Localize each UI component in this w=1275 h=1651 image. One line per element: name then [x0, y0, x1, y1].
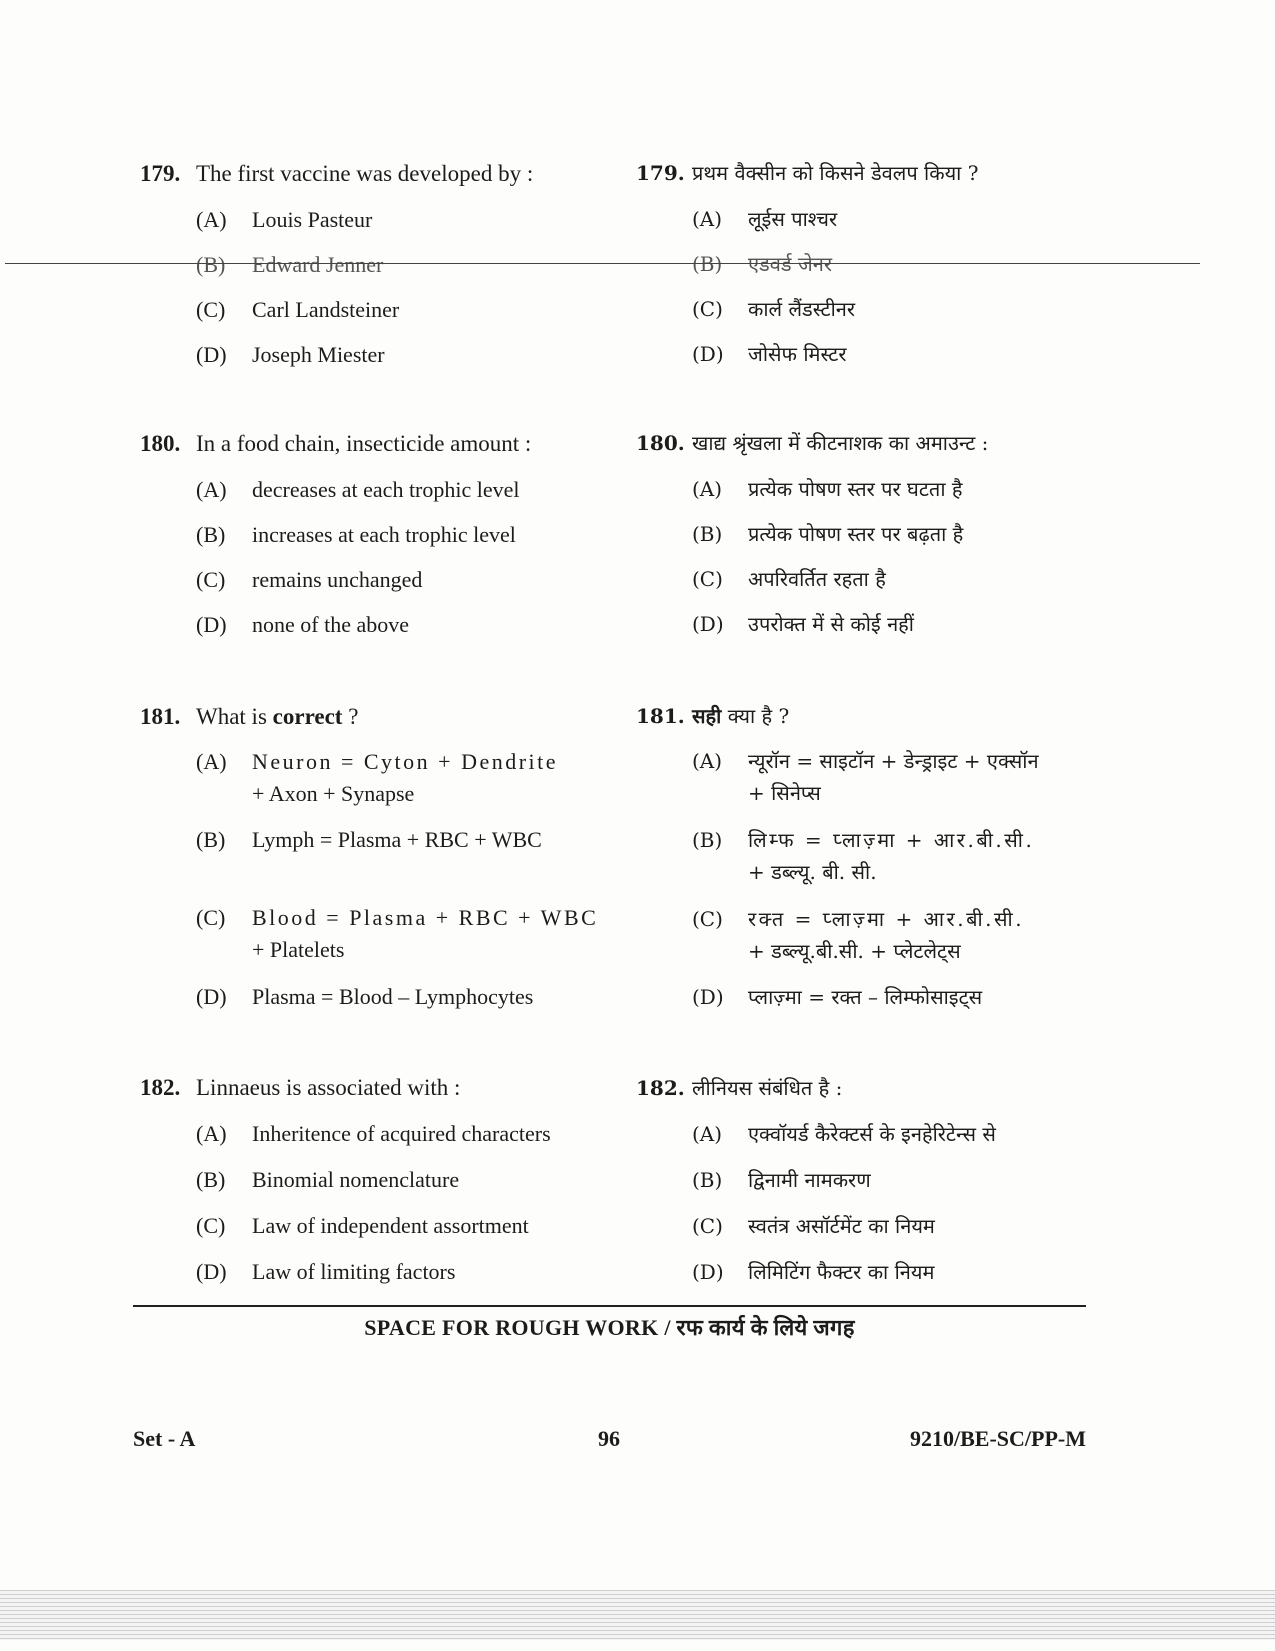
option-b: (B) increases at each trophic level: [196, 522, 516, 547]
question-number: 180.: [140, 431, 181, 456]
option-b: (B) लिम्फ = प्लाज़्मा + आर.बी.सी. + डब्ल्यू. बी. सी.: [692, 828, 1035, 884]
option-c: (C) रक्त = प्लाज़्मा + आर.बी.सी. + डब्ल्यू.बी.सी. + प्लेटलेट्स: [692, 907, 1025, 963]
question-number: 179.: [140, 161, 181, 186]
option-c: (C) स्वतंत्र असॉर्टमेंट का नियम: [692, 1214, 935, 1238]
option-d: (D) लिमिटिंग फैक्टर का नियम: [692, 1260, 935, 1284]
option-a: (A) Louis Pasteur: [196, 207, 373, 232]
set-label: Set - A: [133, 1426, 196, 1451]
question-text: Linnaeus is associated with :: [196, 1075, 461, 1100]
option-a: (A) न्यूरॉन = साइटॉन + डेन्ड्राइट + एक्सॉन + सिनेप्स: [692, 749, 1039, 805]
question-180-hi: [636, 428, 1196, 458]
option-a: (A) decreases at each trophic level: [196, 477, 520, 502]
question-text: In a food chain, insecticide amount :: [196, 431, 532, 456]
option-b-struck: (B) Edward Jenner: [196, 252, 384, 277]
question-180-en: [140, 429, 700, 459]
question-182-hi: [636, 1073, 1196, 1103]
option-a: (A) Inheritence of acquired characters: [196, 1121, 551, 1146]
paper-code: 9210/BE-SC/PP-M: [910, 1426, 1086, 1451]
question-number: 181.: [140, 704, 181, 729]
question-number: 182.: [636, 1076, 685, 1100]
option-a: (A) लूईस पाश्चर: [692, 207, 838, 231]
option-b-struck: (B) एडवर्ड जेनर: [692, 252, 833, 276]
page-number: 96: [598, 1426, 620, 1451]
question-text: लीनियस संबंधित है :: [692, 1076, 843, 1100]
option-c: (C) कार्ल लैंडस्टीनर: [692, 297, 856, 321]
option-c: (C) remains unchanged: [196, 567, 423, 592]
option-d: (D) Joseph Miester: [196, 342, 385, 367]
strike-through-line: [5, 263, 1200, 264]
option-d: (D) none of the above: [196, 612, 409, 637]
question-181-hi: 181. सही क्या है ?: [636, 701, 1196, 731]
option-b: (B) Binomial nomenclature: [196, 1167, 460, 1192]
option-a: (A) प्रत्येक पोषण स्तर पर घटता है: [692, 477, 963, 501]
option-d: (D) उपरोक्त में से कोई नहीं: [692, 612, 914, 636]
rough-work-label: SPACE FOR ROUGH WORK / रफ कार्य के लिये जगह: [364, 1315, 855, 1340]
option-a: (A) Neuron = Cyton + Dendrite + Axon + Synapse: [196, 749, 559, 806]
option-b: (B) Lymph = Plasma + RBC + WBC: [196, 827, 542, 852]
option-d: (D) जोसेफ मिस्टर: [692, 342, 847, 366]
rough-work-divider: [133, 1305, 1086, 1307]
option-d: (D) Law of limiting factors: [196, 1259, 456, 1284]
option-c: (C) अपरिवर्तित रहता है: [692, 567, 886, 591]
option-a: (A) एक्वॉयर्ड कैरेक्टर्स के इनहेरिटेन्स से: [692, 1122, 996, 1146]
question-text: The first vaccine was developed by :: [196, 161, 534, 186]
question-number: 182.: [140, 1075, 181, 1100]
option-d: (D) प्लाज़्मा = रक्त – लिम्फोसाइट्स: [692, 985, 983, 1009]
option-b: (B) प्रत्येक पोषण स्तर पर बढ़ता है: [692, 522, 964, 546]
option-c: (C) Law of independent assortment: [196, 1213, 529, 1238]
option-d: (D) Plasma = Blood – Lymphocytes: [196, 984, 534, 1009]
option-c: (C) Carl Landsteiner: [196, 297, 400, 322]
emphasis-correct: सही: [692, 704, 722, 728]
question-182-en: [140, 1073, 700, 1103]
question-179-hi: [636, 158, 1196, 188]
emphasis-correct: correct: [272, 704, 343, 729]
question-text: खाद्य श्रृंखला में कीटनाशक का अमाउन्ट :: [692, 431, 989, 455]
option-c: (C) Blood = Plasma + RBC + WBC + Platelets: [196, 905, 599, 962]
question-181-en: 181. What is correct ?: [140, 702, 700, 732]
scan-edge-lines: [0, 1590, 1275, 1640]
question-number: 179.: [636, 161, 685, 185]
question-text: प्रथम वैक्सीन को किसने डेवलप किया ?: [692, 161, 979, 185]
question-number: 181.: [636, 704, 685, 728]
question-number: 180.: [636, 431, 685, 455]
question-179-en: [140, 159, 700, 189]
option-b: (B) द्विनामी नामकरण: [692, 1168, 871, 1192]
